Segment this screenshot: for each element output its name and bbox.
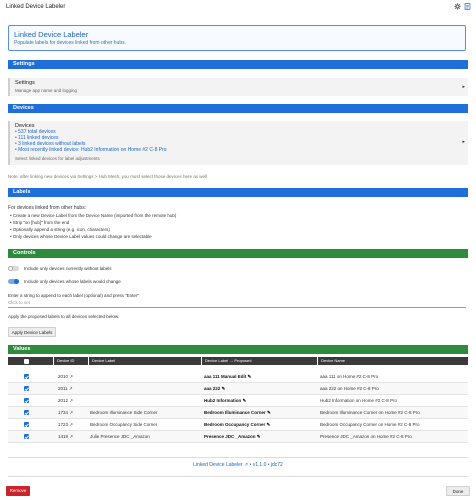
table-row: [8, 371, 468, 383]
device-id-link[interactable]: 1419 ↗: [58, 434, 74, 439]
gear-icon[interactable]: [454, 3, 461, 10]
devices-hint: Select linked devices for label adjustments: [15, 156, 100, 161]
column-device-id[interactable]: Device ID: [54, 357, 88, 365]
devices-section-header: Devices: [8, 104, 468, 113]
row-checkbox[interactable]: [24, 434, 29, 439]
column-proposed-label[interactable]: Device Label → Proposed: [202, 357, 317, 365]
proposed-label[interactable]: Bedroom Occupancy Corner ✎: [204, 422, 271, 427]
row-checkbox[interactable]: [24, 374, 29, 379]
apply-device-labels-button[interactable]: Apply Device Labels: [8, 327, 56, 337]
controls-section-header: Controls: [8, 249, 468, 258]
table-row: [8, 407, 468, 419]
table-row: [8, 431, 468, 443]
proposed-label[interactable]: Bedroom Illuminance Corner ✎: [204, 410, 271, 415]
device-id-link[interactable]: 1734 ↗: [58, 410, 74, 415]
device-name: aaa 111 on Home #2 C-8 Pro: [320, 374, 379, 379]
expand-caret-icon: ▸: [462, 84, 465, 90]
devices-total-link[interactable]: • 537 total devices: [15, 129, 56, 135]
row-checkbox[interactable]: [24, 398, 29, 403]
toggle-knob: [8, 266, 13, 271]
devices-linked-link[interactable]: • 111 linked devices: [15, 135, 59, 141]
device-label: Bedroom Illuminance Side Corner: [90, 410, 158, 415]
row-checkbox[interactable]: [24, 422, 29, 427]
labels-would-change-toggle-label: Include only devices whose labels would change: [24, 279, 121, 284]
append-prompt: Enter a string to append to each label (optional) and press "Enter": [8, 293, 140, 298]
row-checkbox[interactable]: [24, 386, 29, 391]
proposed-label[interactable]: Hub2 Information ✎: [204, 398, 247, 403]
table-row: [8, 383, 468, 395]
append-string-placeholder: Click to set: [8, 300, 31, 305]
proposed-label[interactable]: Presence JDC _Amazon ✎: [204, 434, 261, 439]
labels-bullet: • Create a new Device Label from the Device Name (imported from the remote hub): [10, 213, 177, 218]
table-header: [8, 357, 468, 365]
app-name: Linked Device Labeler: [6, 4, 66, 10]
settings-subtitle: Manage app name and logging: [15, 88, 78, 93]
devices-collapsible[interactable]: [8, 121, 468, 165]
proposed-label[interactable]: aaa 222 ✎: [204, 386, 226, 391]
settings-collapsible[interactable]: [8, 78, 468, 96]
without-labels-toggle[interactable]: [8, 266, 19, 271]
column-device-label[interactable]: Device Label: [89, 357, 201, 365]
device-id-link[interactable]: 1723 ↗: [58, 422, 74, 427]
device-label: Julie Presence JDC _Amazon: [90, 434, 150, 439]
footer-divider: [8, 476, 468, 477]
without-labels-toggle-label: Include only devices currently without labels: [24, 266, 112, 271]
labels-bullet: • Optionally append a string (e.g. icon, characters): [10, 227, 110, 232]
remove-button[interactable]: Remove: [6, 486, 30, 496]
document-icon[interactable]: [464, 3, 471, 10]
devices-recent-link[interactable]: • Most recently linked device: Hub2 Information on Home #2 C-8 Pro: [15, 147, 167, 153]
apply-note: Apply the proposed labels to all devices selected below.: [8, 314, 120, 319]
device-label: Bedroom Occupancy Side Corner: [90, 422, 158, 427]
column-device-name[interactable]: Device Name: [318, 357, 468, 365]
labels-would-change-toggle[interactable]: [8, 279, 19, 284]
devices-unlabeled-link[interactable]: • 3 linked devices without labels: [15, 141, 86, 147]
labels-intro: For devices linked from other hubs:: [8, 205, 87, 211]
done-button[interactable]: Done: [446, 486, 470, 496]
values-section-header: Values: [8, 345, 468, 354]
row-checkbox[interactable]: [24, 410, 29, 415]
labels-bullet: • Only devices whose Device Label values could change are selectable: [10, 234, 152, 239]
select-all-column: [8, 357, 53, 365]
app-title: Linked Device Labeler: [14, 30, 89, 39]
device-name: Bedroom Occupancy Corner on Home #2 C-8 Pro: [320, 422, 420, 427]
device-name: aaa 222 on Home #2 C-8 Pro: [320, 386, 379, 391]
top-bar: [0, 0, 476, 14]
footer-divider: [8, 457, 468, 458]
device-id-link[interactable]: 2011 ↗: [58, 386, 73, 391]
footer-version-link[interactable]: Linked Device Labeler ↗ • v1.1.0 • jdc72: [193, 462, 283, 468]
device-id-link[interactable]: 2010 ↗: [58, 374, 74, 379]
device-id-link[interactable]: 2012 ↗: [58, 398, 74, 403]
settings-section-header: Settings: [8, 60, 468, 69]
table-row: [8, 419, 468, 431]
append-string-input[interactable]: [8, 299, 466, 308]
select-all-checkbox[interactable]: [24, 359, 29, 364]
table-row: [8, 395, 468, 407]
device-name: Presence JDC _Amazon on Home #2 C-8 Pro: [320, 434, 412, 439]
app-header-card: [8, 25, 466, 51]
devices-note: Note: after linking new devices via Settings > Hub Mesh, you must select those devices here as well: [8, 174, 207, 179]
proposed-label[interactable]: aaa 111 Manual Edit ✎: [204, 374, 252, 379]
labels-bullet: • Strip "on [hub]" from the end: [10, 220, 70, 225]
labels-section-header: Labels: [8, 188, 468, 197]
toggle-knob: [14, 279, 19, 284]
settings-title: Settings: [15, 80, 35, 86]
app-subtitle: Populate labels for devices linked from other hubs.: [14, 40, 127, 46]
devices-title: Devices: [15, 123, 35, 129]
device-name: Hub2 Information on Home #2 C-8 Pro: [320, 398, 398, 403]
device-name: Bedroom Illuminance Corner on Home #2 C-8 Pro: [320, 410, 420, 415]
expand-caret-icon: ▸: [462, 139, 465, 145]
